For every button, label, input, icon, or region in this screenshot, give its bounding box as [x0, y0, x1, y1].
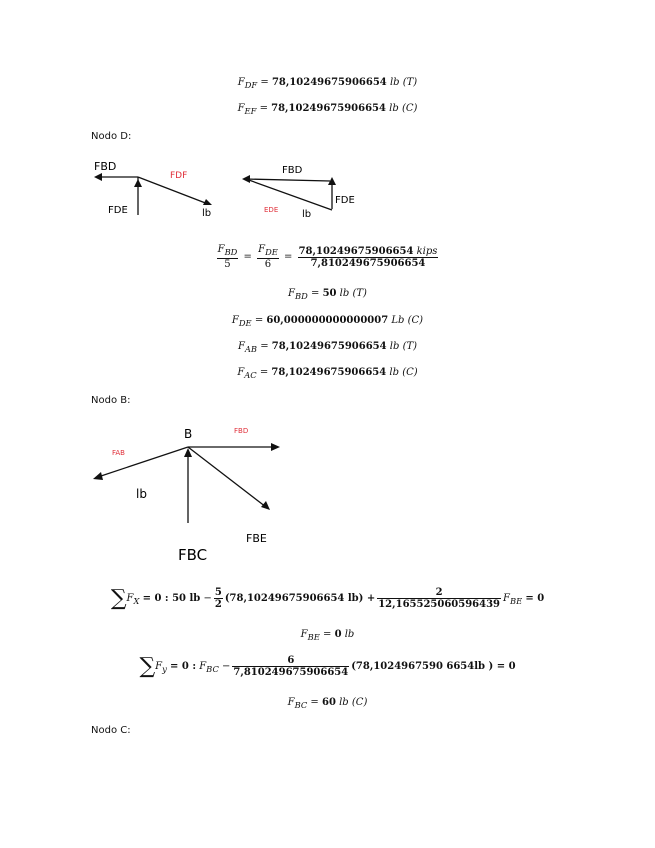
label-fbd: FBD: [94, 160, 117, 173]
eq-fdf: $F_{DF} = 78,10249675906654$ lb (T): [237, 77, 418, 90]
figure-node-d-fbd: [90, 157, 220, 221]
eq-fbd: $F_{BD} = 50$ lb (T): [288, 288, 367, 301]
label-fbc: FBC: [178, 546, 208, 564]
eq-fbc: $F_{BC} = 60$ lb (C): [287, 697, 368, 710]
heading-nodo-d: Nodo D:: [91, 131, 132, 142]
frac-5-2: $\frac{5}{2}$: [214, 587, 222, 610]
eq-fde: $F_{DE} = 60,000000000000007$ Lb (C): [231, 315, 424, 328]
label-fab: FAB: [112, 449, 125, 457]
figure-node-d-triangle: [240, 157, 358, 221]
heading-nodo-c: Nodo C:: [91, 725, 131, 736]
label-lb: lb: [202, 208, 212, 219]
figure-node-b: [90, 420, 290, 568]
eq-ratio: $\frac{F_{BD}}{5}$ = $\frac{F_{DE}}{6}$ = $\frac{\text{78,10249675906654 kips}}{7,810249675906654}$: [217, 244, 438, 270]
eq-fbe: $F_{BE} = 0$ lb: [300, 629, 355, 642]
label-fdf: FDF: [170, 171, 188, 181]
label-fbd-2: FBD: [282, 165, 303, 176]
frac-6: $\frac{6}{7,810249675906654}$: [233, 655, 349, 678]
label-lb-b: lb: [136, 487, 147, 501]
heading-nodo-b: Nodo B:: [91, 395, 131, 406]
label-fbd-b: FBD: [234, 427, 249, 435]
eq-fac: $F_{AC} = 78,10249675906654$ lb (C): [237, 367, 418, 380]
eq-fab: $F_{AB} = 78,10249675906654$ lb (T): [237, 341, 418, 354]
label-fde: FDE: [108, 205, 128, 216]
frac-fde: $\frac{F_{DE}}{6}$: [258, 244, 278, 270]
label-fbe: FBE: [246, 532, 267, 545]
frac-values: $\frac{\text{78,10249675906654 kips}}{7,810249675906654}$: [298, 245, 438, 269]
eq-sum-fy: $\sum F_y = 0$ : $F_{BC}$ − $\frac{6}{7,810249675906654}$ (78,1024967590 6654lb ) = 0: [139, 654, 516, 679]
frac-2-fbe: $\frac{2}{12,165525060596439}$: [378, 587, 500, 610]
label-fde-2: FDE: [335, 195, 355, 206]
label-lb-2: lb: [302, 209, 312, 220]
eq-fef: $F_{EF} = 78,10249675906654$ lb (C): [237, 103, 418, 116]
label-b: B: [184, 427, 193, 441]
eq-sum-fx: $\sum F_X = 0$ : 50 lb − $\frac{5}{2}$ (78,10249675906654 lb) + $\frac{2}{12,165525060596439}$ $F_{BE} = 0$: [110, 586, 545, 611]
label-red: EDE: [264, 206, 279, 214]
frac-fbd: $\frac{F_{BD}}{5}$: [217, 244, 238, 270]
